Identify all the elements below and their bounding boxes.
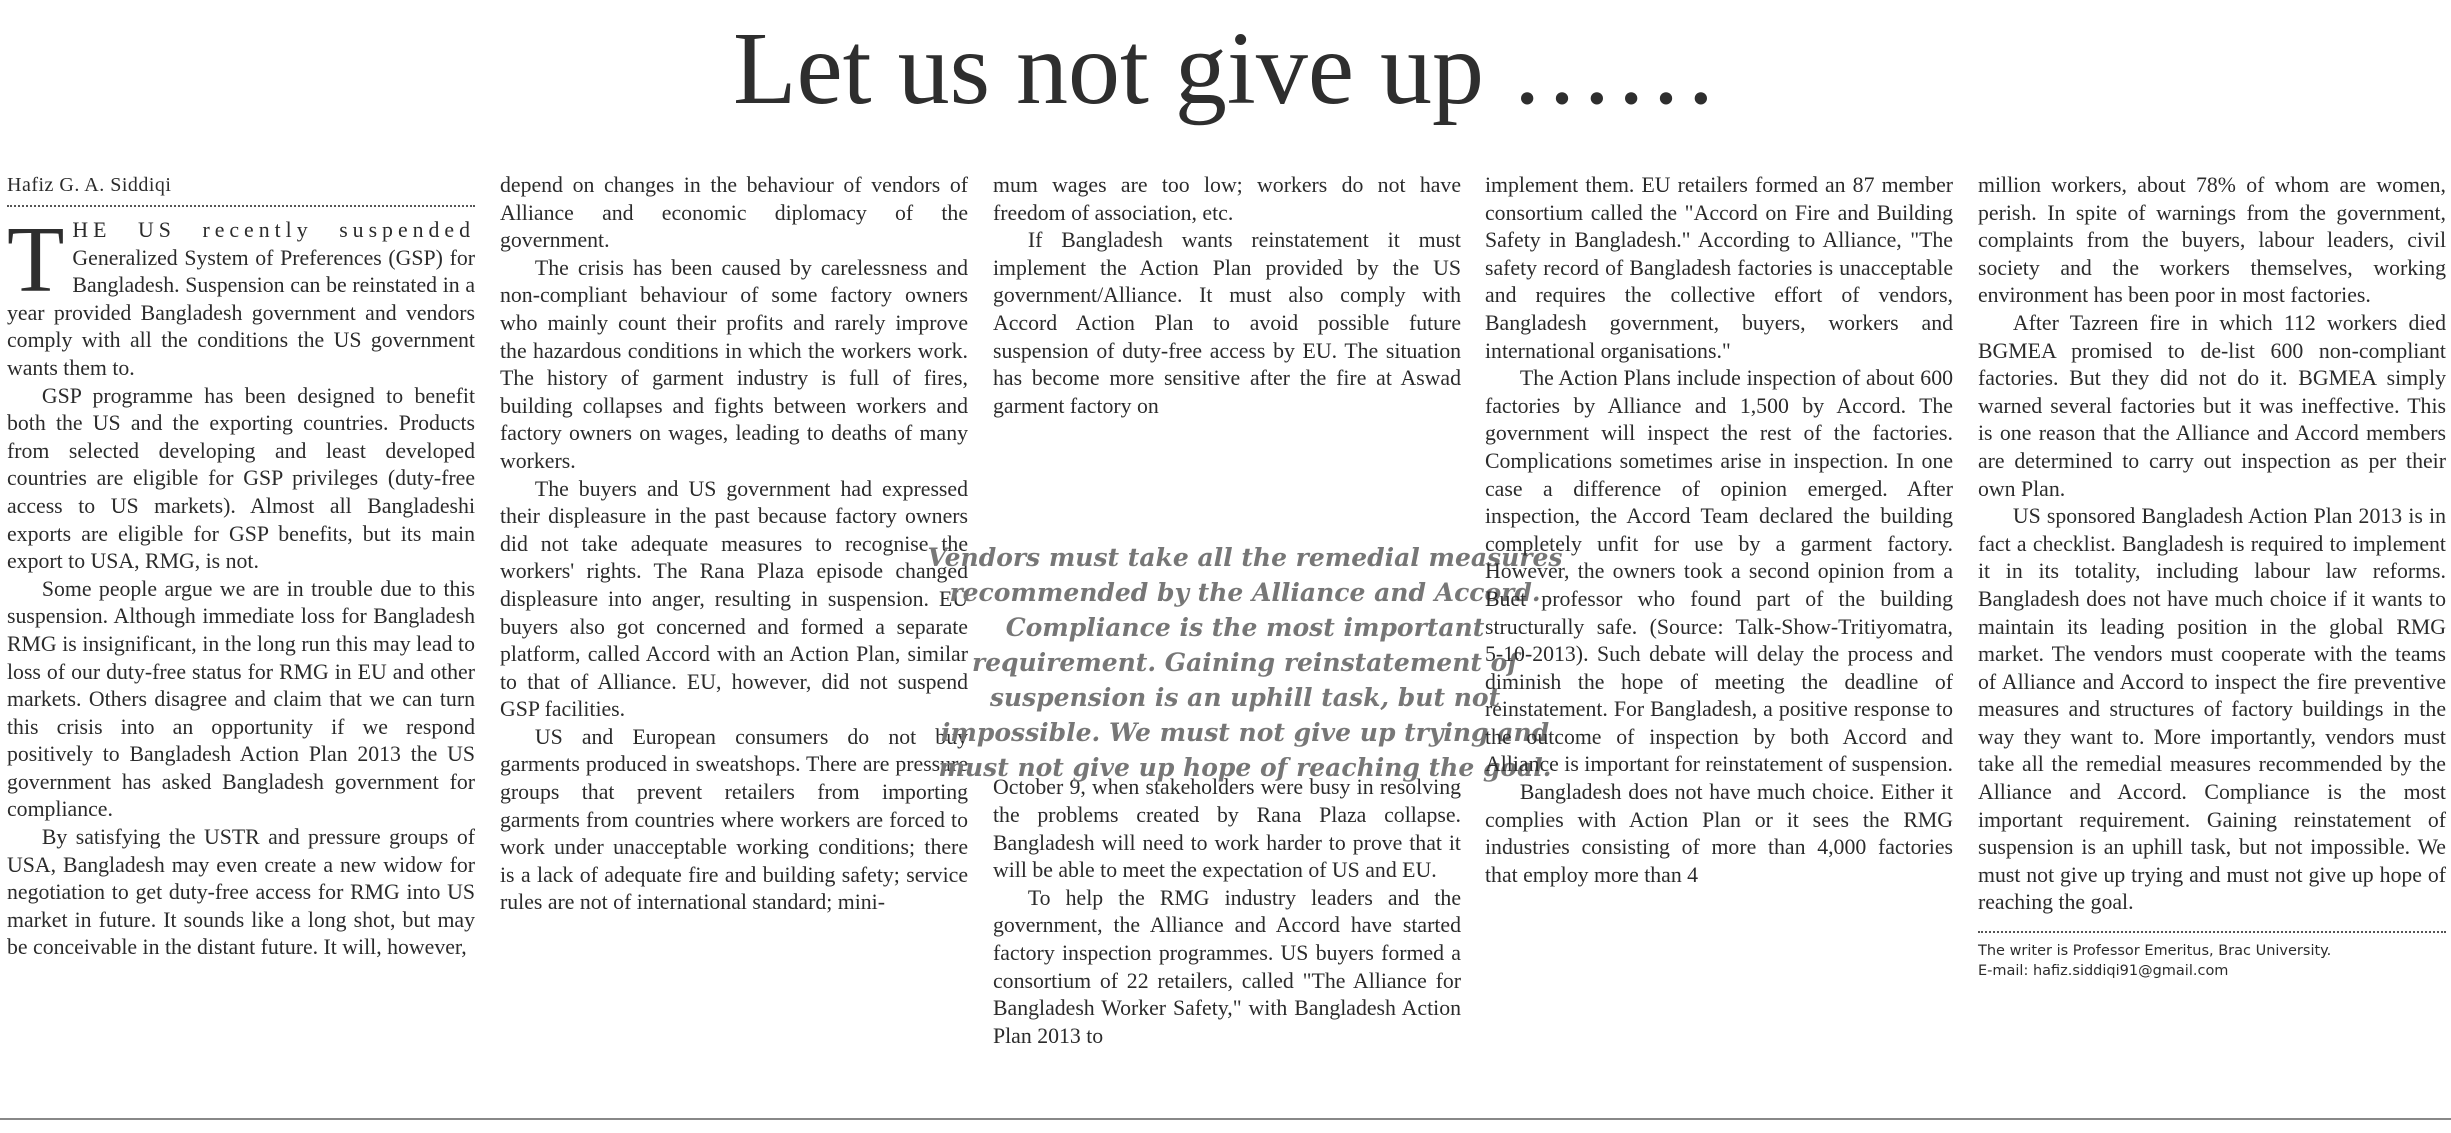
paragraph: GSP programme has been designed to benefit both the US and the exporting countries. Products from selected developing and least developed countries are eligible for GSP privileges (duty-free access to US markets). Almost all Bangladeshi exports are eligible for GSP benefits, but its main export to USA, RMG, is not. — [7, 383, 475, 574]
column-5 — [1978, 172, 2446, 1082]
paragraph: To help the RMG industry leaders and the government, the Alliance and Accord have started factory inspection programmes. US buyers formed a consortium of 22 retailers, called "The Alliance for Bangladesh Worker Safety," with Bangladesh Action Plan 2013 to — [993, 885, 1461, 1048]
lead-caps: HE US recently suspended — [72, 218, 475, 242]
paragraph: October 9, when stakeholders were busy in resolving the problems created by Rana Plaza collapse. Bangladesh will need to work harder to prove that it will be able to meet the expectation of US and EU. — [993, 775, 1461, 883]
column-2 — [500, 172, 968, 1082]
paragraph: US sponsored Bangladesh Action Plan 2013 is in fact a checklist. Bangladesh is required to implement it in its totality, including labour law reforms. Bangladesh does not have much choice if it wants to maintain its leading position in the global RMG market. The vendors must cooperate with the teams of Alliance and Accord to inspect the fire preventive measures and structures of factory buildings in the way they want to. More importantly, vendors must take all the remedial measures recommended by the Alliance and Accord. Compliance is the most important requirement. Gaining reinstatement of suspension is an uphill task, but not impossible. We must not give up trying and must not give up hope of reaching the goal. — [1978, 504, 2446, 915]
drop-cap: T — [7, 208, 65, 312]
paragraph: If Bangladesh wants reinstatement it must implement the Action Plan provided by the US government/Alliance. It must also comply with Accord Action Plan to avoid possible future suspension of duty-free access by EU. The situation has become more sensitive after the fire at Aswad garment factory on — [993, 228, 1461, 418]
bottom-rule — [0, 1118, 2451, 1120]
paragraph: Some people argue we are in trouble due to this suspension. Although immediate loss for Bangladesh RMG is insignificant, in the long run this may lead to loss of our duty-free status for RMG in EU and other markets. Others disagree and claim that we can turn this crisis into an opportunity if we respond positively to Bangladesh Action Plan 2013 the US government has asked Bangladesh government for compliance. — [7, 576, 475, 822]
pull-quote: Vendors must take all the remedial measures recommended by the Alliance and Accord. Compliance is the most important requirement. Gaining reinstatement of suspension is an uphill task, but not impossible. We must not give up trying and must not give up hope of reaching the goal. — [927, 543, 1563, 782]
byline: Hafiz G. A. Siddiqi — [7, 172, 475, 207]
paragraph: The crisis has been caused by carelessness and non-compliant behaviour of some factory owners who mainly count their profits and rarely improve the hazardous conditions in which the workers work. The history of garment industry is full of fires, building collapses and fights between workers and factory owners on wages, leading to deaths of many workers. — [500, 255, 968, 473]
paragraph: million workers, about 78% of whom are women, perish. In spite of warnings from the government, complaints from the buyers, labour leaders, civil society and the workers themselves, working environment has been poor in most factories. — [1978, 173, 2446, 308]
paragraph: implement them. EU retailers formed an 87 member consortium called the "Accord on Fire and Building Safety in Bangladesh." According to Alliance, "The safety record of Bangladesh factories is unacceptable and requires the collective effort of vendors, Bangladesh government, buyers, workers and international organisations." — [1485, 173, 1953, 363]
lead-text: Generalized System of Preferences (GSP) for Bangladesh. Suspension can be reinstated in a year provided Bangladesh government and vendors comply with all the conditions the US government wants them to. — [7, 245, 475, 380]
lead-paragraph — [7, 208, 475, 383]
paragraph: Bangladesh does not have much choice. Either it complies with Action Plan or it sees the RMG industries consisting of more than 4,000 factories that employ more than 4 — [1485, 780, 1953, 887]
author-email: E-mail: hafiz.siddiqi91@gmail.com — [1978, 963, 2229, 980]
column-1 — [7, 172, 475, 1082]
headline: Let us not give up …… — [732, 11, 1718, 126]
author-credit: The writer is Professor Emeritus, Brac University. — [1978, 943, 2332, 960]
column-4 — [1485, 172, 1953, 1082]
paragraph: The buyers and US government had expressed their displeasure in the past because factory owners did not take adequate measures to recognise the workers' rights. The Rana Plaza episode changed displeasure into anger, resulting in suspension. EU buyers also got concerned and formed a separate platform, called Accord with an Action Plan, similar to that of Alliance. EU, however, did not suspend GSP facilities. — [500, 476, 968, 722]
paragraph: US and European consumers do not buy garments produced in sweatshops. There are pressure groups that prevent retailers from importing garments from countries where workers are forced to work under unacceptable working conditions; there is a lack of adequate fire and building safety; service rules are not of international standard; mini- — [500, 724, 968, 915]
paragraph: By satisfying the USTR and pressure groups of USA, Bangladesh may even create a new widow for negotiation to get duty-free access for RMG into US market in future. It sounds like a long shot, but may be conceivable in the distant future. It will, however, — [7, 825, 475, 960]
paragraph: After Tazreen fire in which 112 workers died BGMEA promised to de-list 600 non-compliant factories. But they did not do it. BGMEA simply warned several factories but it was ineffective. This is one reason that the Alliance and Accord members are determined to carry out inspection as per their own Plan. — [1978, 310, 2446, 501]
paragraph: mum wages are too low; workers do not have freedom of association, etc. — [993, 173, 1461, 225]
author-note — [1978, 931, 2446, 981]
paragraph: The Action Plans include inspection of about 600 factories by Alliance and 1,500 by Accord. The government will inspect the rest of the factories. Complications sometimes arise in inspection. In one case a difference of opinion emerged. After inspection, the Accord Team declared the building completely unfit for use by a garment factory. However, the owners took a second opinion from a Buet professor who found part of the building structurally safe. (Source: Talk-Show-Tritiyomatra, 5-10-2013). Such debate will delay the process and diminish the hope of meeting the deadline of reinstatement. For Bangladesh, a positive response to the outcome of inspection by both Accord and Alliance is important for reinstatement of suspension. — [1485, 366, 1953, 777]
paragraph: depend on changes in the behaviour of vendors of Alliance and economic diplomacy of the government. — [500, 173, 968, 253]
